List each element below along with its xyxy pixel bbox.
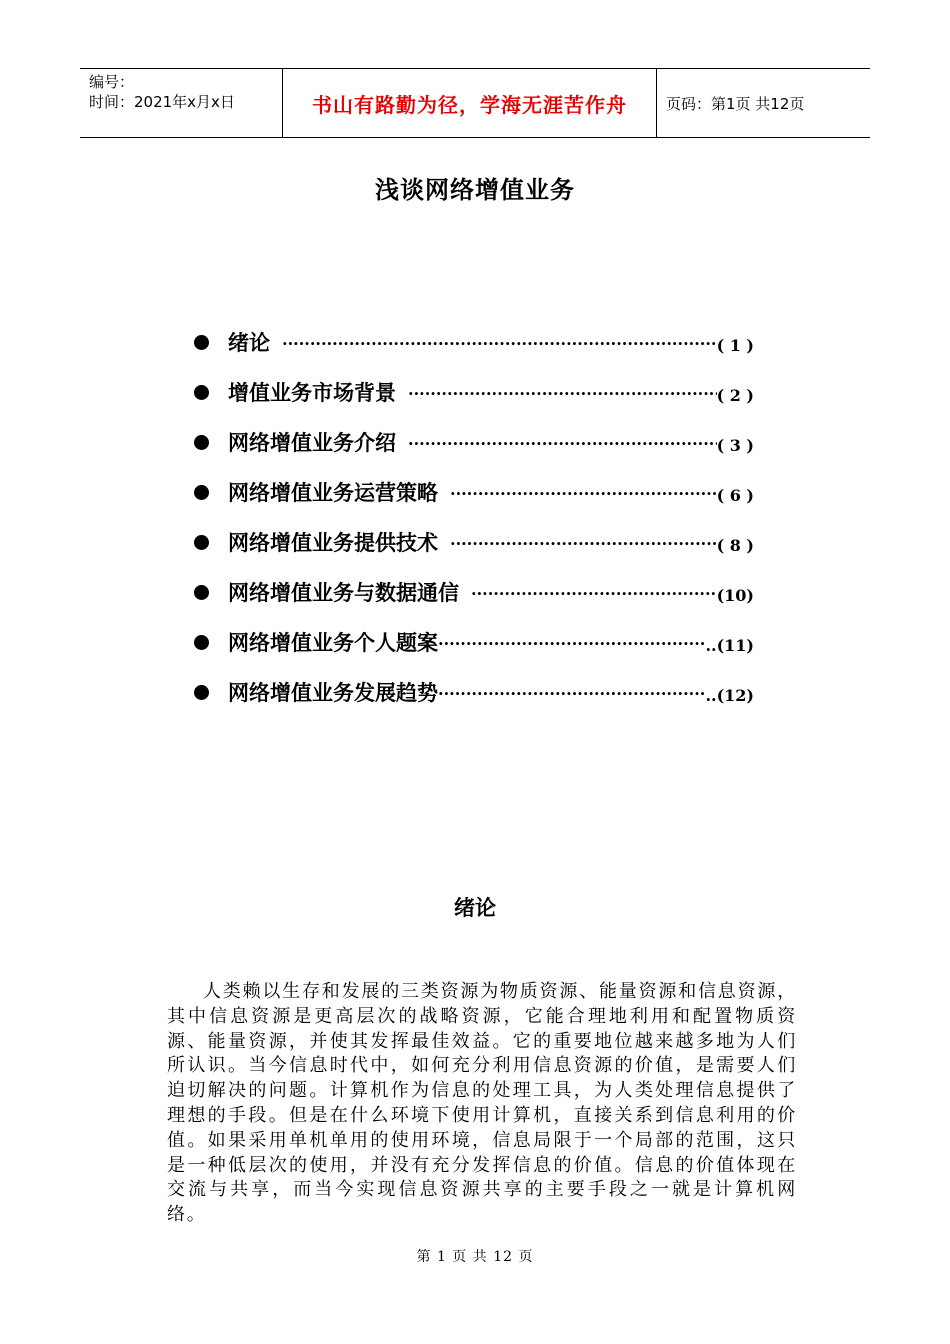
toc-leader-dots <box>408 380 717 404</box>
toc-item-page: ..(11) <box>705 635 754 655</box>
date-label: 时间：2021年x月x日 <box>89 93 235 111</box>
table-of-contents <box>190 317 754 717</box>
toc-item-page: ( 1 ) <box>716 335 754 355</box>
toc-leader-dots <box>438 630 705 654</box>
document-title: 浅谈网络增值业务 <box>375 175 575 204</box>
toc-item-label: 网络增值业务提供技术 <box>228 530 438 555</box>
section-title: 绪论 <box>454 895 496 920</box>
toc-leader-dots <box>438 680 705 704</box>
toc-item[interactable] <box>190 417 754 467</box>
toc-item[interactable] <box>190 317 754 367</box>
toc-item-page: ( 8 ) <box>716 535 754 555</box>
bullet-icon <box>194 485 209 500</box>
toc-item-label: 绪论 <box>228 330 270 355</box>
toc-item-page: ..(12) <box>705 685 754 705</box>
toc-leader-dots <box>471 580 717 604</box>
bullet-icon <box>194 635 209 650</box>
toc-item-label: 网络增值业务个人题案 <box>228 630 438 655</box>
number-label: 编号： <box>89 73 135 91</box>
toc-leader-dots <box>450 530 717 554</box>
bullet-icon <box>194 335 209 350</box>
toc-item-page: ( 6 ) <box>716 485 754 505</box>
toc-item[interactable] <box>190 517 754 567</box>
toc-item-label: 增值业务市场背景 <box>228 380 396 405</box>
toc-item-label: 网络增值业务运营策略 <box>228 480 438 505</box>
toc-item-label: 网络增值业务发展趋势 <box>228 680 438 705</box>
bullet-icon <box>194 435 209 450</box>
page-header <box>80 68 870 138</box>
toc-leader-dots <box>282 330 717 354</box>
toc-item-page: ( 3 ) <box>716 435 754 455</box>
toc-item-page: (10) <box>716 585 754 605</box>
toc-leader-dots <box>450 480 717 504</box>
section-paragraph: 人类赖以生存和发展的三类资源为物质资源、能量资源和信息资源，其中信息资源是更高层次的战略资源，它能合理地利用和配置物质资源、能量资源，并使其发挥最佳效益。它的重要地位越来越多地为人们所认识。当今信息时代中，如何充分利用信息资源的价值，是需要人们迫切解决的问题。计算机作为信息的处理工具，为人类处理信息提供了理想的手段。但是在什么环境下使用计算机，直接关系到信息利用的价值。如果采用单机单用的使用环境，信息局限于一个局部的范围，这只是一种低层次的使用，并没有充分发挥信息的价值。信息的价值体现在交流与共享，而当今实现信息资源共享的主要手段之一就是计算机网络。 <box>167 981 797 1226</box>
bullet-icon <box>194 535 209 550</box>
toc-item-label: 网络增值业务介绍 <box>228 430 396 455</box>
toc-item[interactable] <box>190 617 754 667</box>
toc-item[interactable] <box>190 367 754 417</box>
bullet-icon <box>194 585 209 600</box>
toc-item-label: 网络增值业务与数据通信 <box>228 580 459 605</box>
header-meta <box>80 69 282 137</box>
header-motto: 书山有路勤为径，学海无涯苦作舟 <box>282 69 657 137</box>
header-page-info: 页码：第1页 共12页 <box>666 94 805 113</box>
toc-item[interactable] <box>190 467 754 517</box>
page-footer: 第 1 页 共 12 页 <box>416 1249 534 1265</box>
toc-leader-dots <box>408 430 717 454</box>
bullet-icon <box>194 385 209 400</box>
toc-item[interactable] <box>190 567 754 617</box>
bullet-icon <box>194 685 209 700</box>
toc-item[interactable] <box>190 667 754 717</box>
toc-item-page: ( 2 ) <box>716 385 754 405</box>
